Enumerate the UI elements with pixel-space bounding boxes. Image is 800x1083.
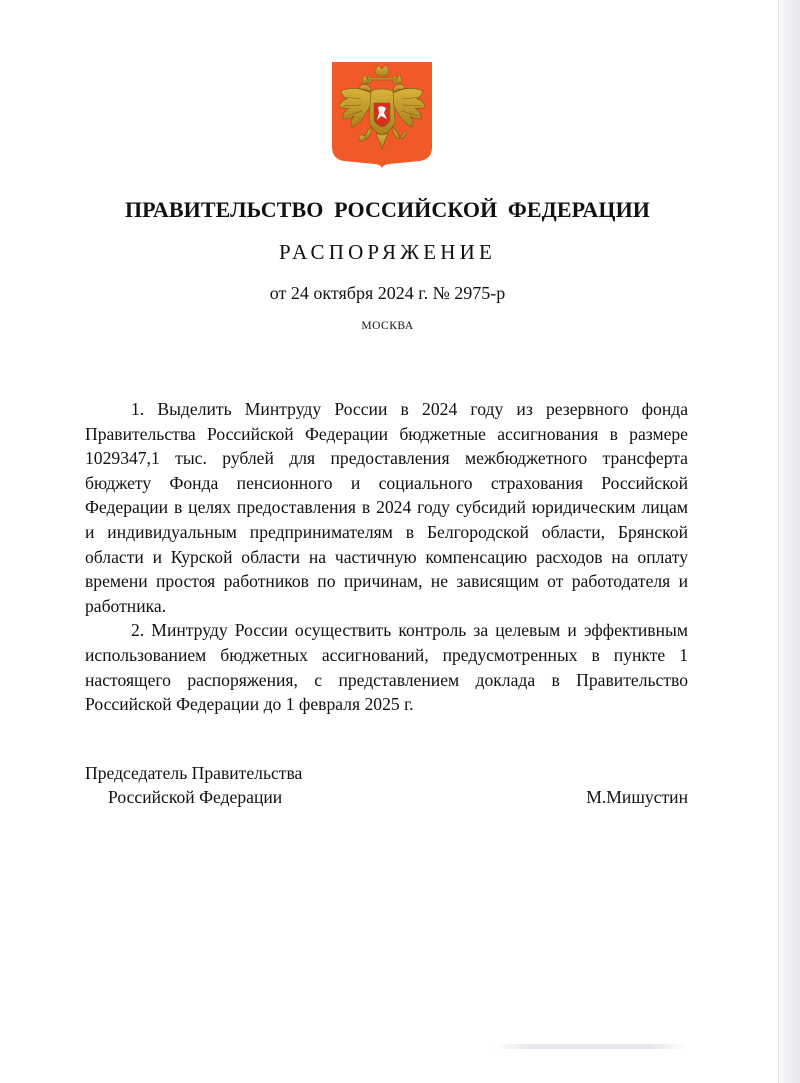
russian-coat-of-arms-icon [331, 61, 433, 169]
signatory-role-line-1: Председатель Правительства [85, 763, 303, 783]
page-edge-line [778, 0, 779, 1083]
government-title: ПРАВИТЕЛЬСТВО РОССИЙСКОЙ ФЕДЕРАЦИИ [124, 197, 651, 222]
footer-faint-mark [494, 1044, 688, 1049]
document-type: РАСПОРЯЖЕНИЕ [278, 240, 497, 264]
signatory-name: М.Мишустин [586, 787, 688, 807]
document-body [85, 397, 688, 717]
paragraph-2: 2. Минтруду России осуществить контроль за целевым и эффективным использованием бюджетных ассигнований, предусмотренных в пункте 1 настоящего распоряжения, с представлением доклада в Правительство Российской Федерации до 1 февраля 2025 г. [85, 620, 688, 715]
document-city: МОСКВА [361, 320, 414, 332]
paragraph-1: 1. Выделить Минтруду России в 2024 году из резервного фонда Правительства Российской Федерации бюджетные ассигнования в размере 1029347,1 тыс. рублей для предоставления межбюджетного трансферта бюджету Фонда пенсионного и социального страхования Российской Федерации в целях предоставления в 2024 году субсидий юридическим лицам и индивидуальным предпринимателям в Белгородской области, Брянской области и Курской области на частичную компенсацию расходов на оплату времени простоя работников по причинам, не зависящим от работодателя и работника. [85, 399, 688, 616]
signatory-role-line-2: Российской Федерации [108, 787, 283, 807]
document-date-number: от 24 октября 2024 г. № 2975-р [269, 283, 506, 303]
page-edge [778, 0, 800, 1083]
